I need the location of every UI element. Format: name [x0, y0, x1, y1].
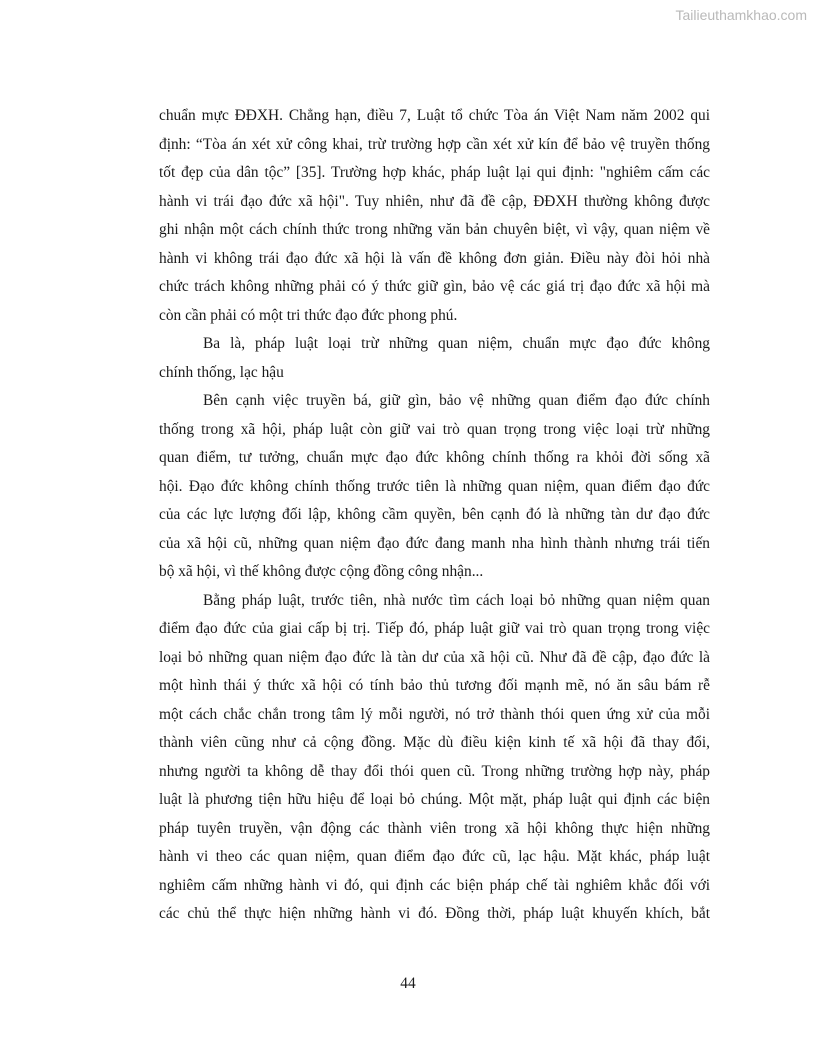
text-line: Bằng pháp luật, trước tiên, nhà nước tìm cách loại bỏ những quan niệm quan	[203, 591, 710, 609]
page-number: 44	[400, 975, 416, 992]
text-line: chính thống, lạc hậu	[159, 363, 284, 381]
text-line: chức trách không những phải có ý thức giữ gìn, bảo vệ các giá trị đạo đức xã hội mà	[159, 278, 710, 295]
text-line: định: “Tòa án xét xử công khai, trừ trường hợp cần xét xử kín để bảo vệ truyền thống	[159, 135, 710, 153]
text-line: nghiêm cấm những hành vi đó, qui định các biện pháp chế tài nghiêm khắc đối với	[159, 876, 710, 894]
text-line: các chủ thể thực hiện những hành vi đó. Đồng thời, pháp luật khuyến khích, bắt	[159, 905, 710, 922]
text-line: một hình thái ý thức xã hội có tính bảo thủ tương đối mạnh mẽ, nó ăn sâu bám rễ	[159, 677, 710, 694]
text-line: thành viên cũng như cả cộng đồng. Mặc dù điều kiện kinh tế xã hội đã thay đổi,	[159, 734, 710, 751]
text-line: Ba là, pháp luật loại trừ những quan niệm, chuẩn mực đạo đức không	[203, 335, 710, 352]
text-line: của xã hội cũ, những quan niệm đạo đức đang manh nha hình thành nhưng trái tiến	[159, 534, 710, 552]
text-line: tốt đẹp của dân tộc” [35]. Trường hợp khác, pháp luật lại qui định: "nghiêm cấm các	[159, 164, 710, 181]
text-line: ghi nhận một cách chính thức trong những văn bản chuyên biệt, vì vậy, quan niệm về	[159, 221, 710, 238]
text-line: hành vi theo các quan niệm, quan điểm đạo đức cũ, lạc hậu. Mặt khác, pháp luật	[159, 848, 710, 865]
text-line: hội. Đạo đức không chính thống trước tiên là những quan niệm, quan điểm đạo đức	[159, 477, 710, 495]
text-line: hành vi trái đạo đức xã hội". Tuy nhiên, như đã đề cập, ĐĐXH thường không được	[159, 192, 710, 210]
text-line: điểm đạo đức của giai cấp bị trị. Tiếp đó, pháp luật giữ vai trò quan trọng trong việc	[159, 620, 710, 637]
text-line: một cách chắc chắn trong tâm lý mỗi người, nó trở thành thói quen ứng xử của mỗi	[159, 705, 710, 723]
text-line: chuẩn mực ĐĐXH. Chẳng hạn, điều 7, Luật tổ chức Tòa án Việt Nam năm 2002 qui	[159, 107, 710, 124]
text-line: loại bỏ những quan niệm đạo đức là tàn dư của xã hội cũ. Như đã đề cập, đạo đức là	[159, 648, 710, 666]
text-line: nhưng người ta không dễ thay đổi thói quen cũ. Trong những trường hợp này, pháp	[159, 762, 710, 780]
text-line: pháp tuyên truyền, vận động các thành viên trong xã hội không thực hiện những	[159, 819, 710, 837]
watermark: Tailieuthamkhao.com	[675, 7, 807, 23]
text-line: của các lực lượng đối lập, không cầm quyền, bên cạnh đó là những tàn dư đạo đức	[159, 506, 710, 523]
text-line: bộ xã hội, vì thế không được cộng đồng công nhận...	[159, 563, 484, 580]
text-line: còn cần phải có một tri thức đạo đức phong phú.	[159, 306, 458, 324]
text-line: hành vi không trái đạo đức xã hội là vấn đề không đơn giản. Điều này đòi hỏi nhà	[159, 249, 710, 267]
text-line: Bên cạnh việc truyền bá, giữ gìn, bảo vệ những quan điểm đạo đức chính	[203, 392, 710, 409]
page-body	[159, 102, 710, 929]
text-line: thống trong xã hội, pháp luật còn giữ vai trò quan trọng trong việc loại trừ những	[159, 420, 710, 438]
text-line: quan điểm, tư tưởng, chuẩn mực đạo đức không chính thống ra khỏi đời sống xã	[159, 449, 710, 466]
text-line: luật là phương tiện hữu hiệu để loại bỏ chúng. Một mặt, pháp luật qui định các biện	[159, 791, 710, 808]
